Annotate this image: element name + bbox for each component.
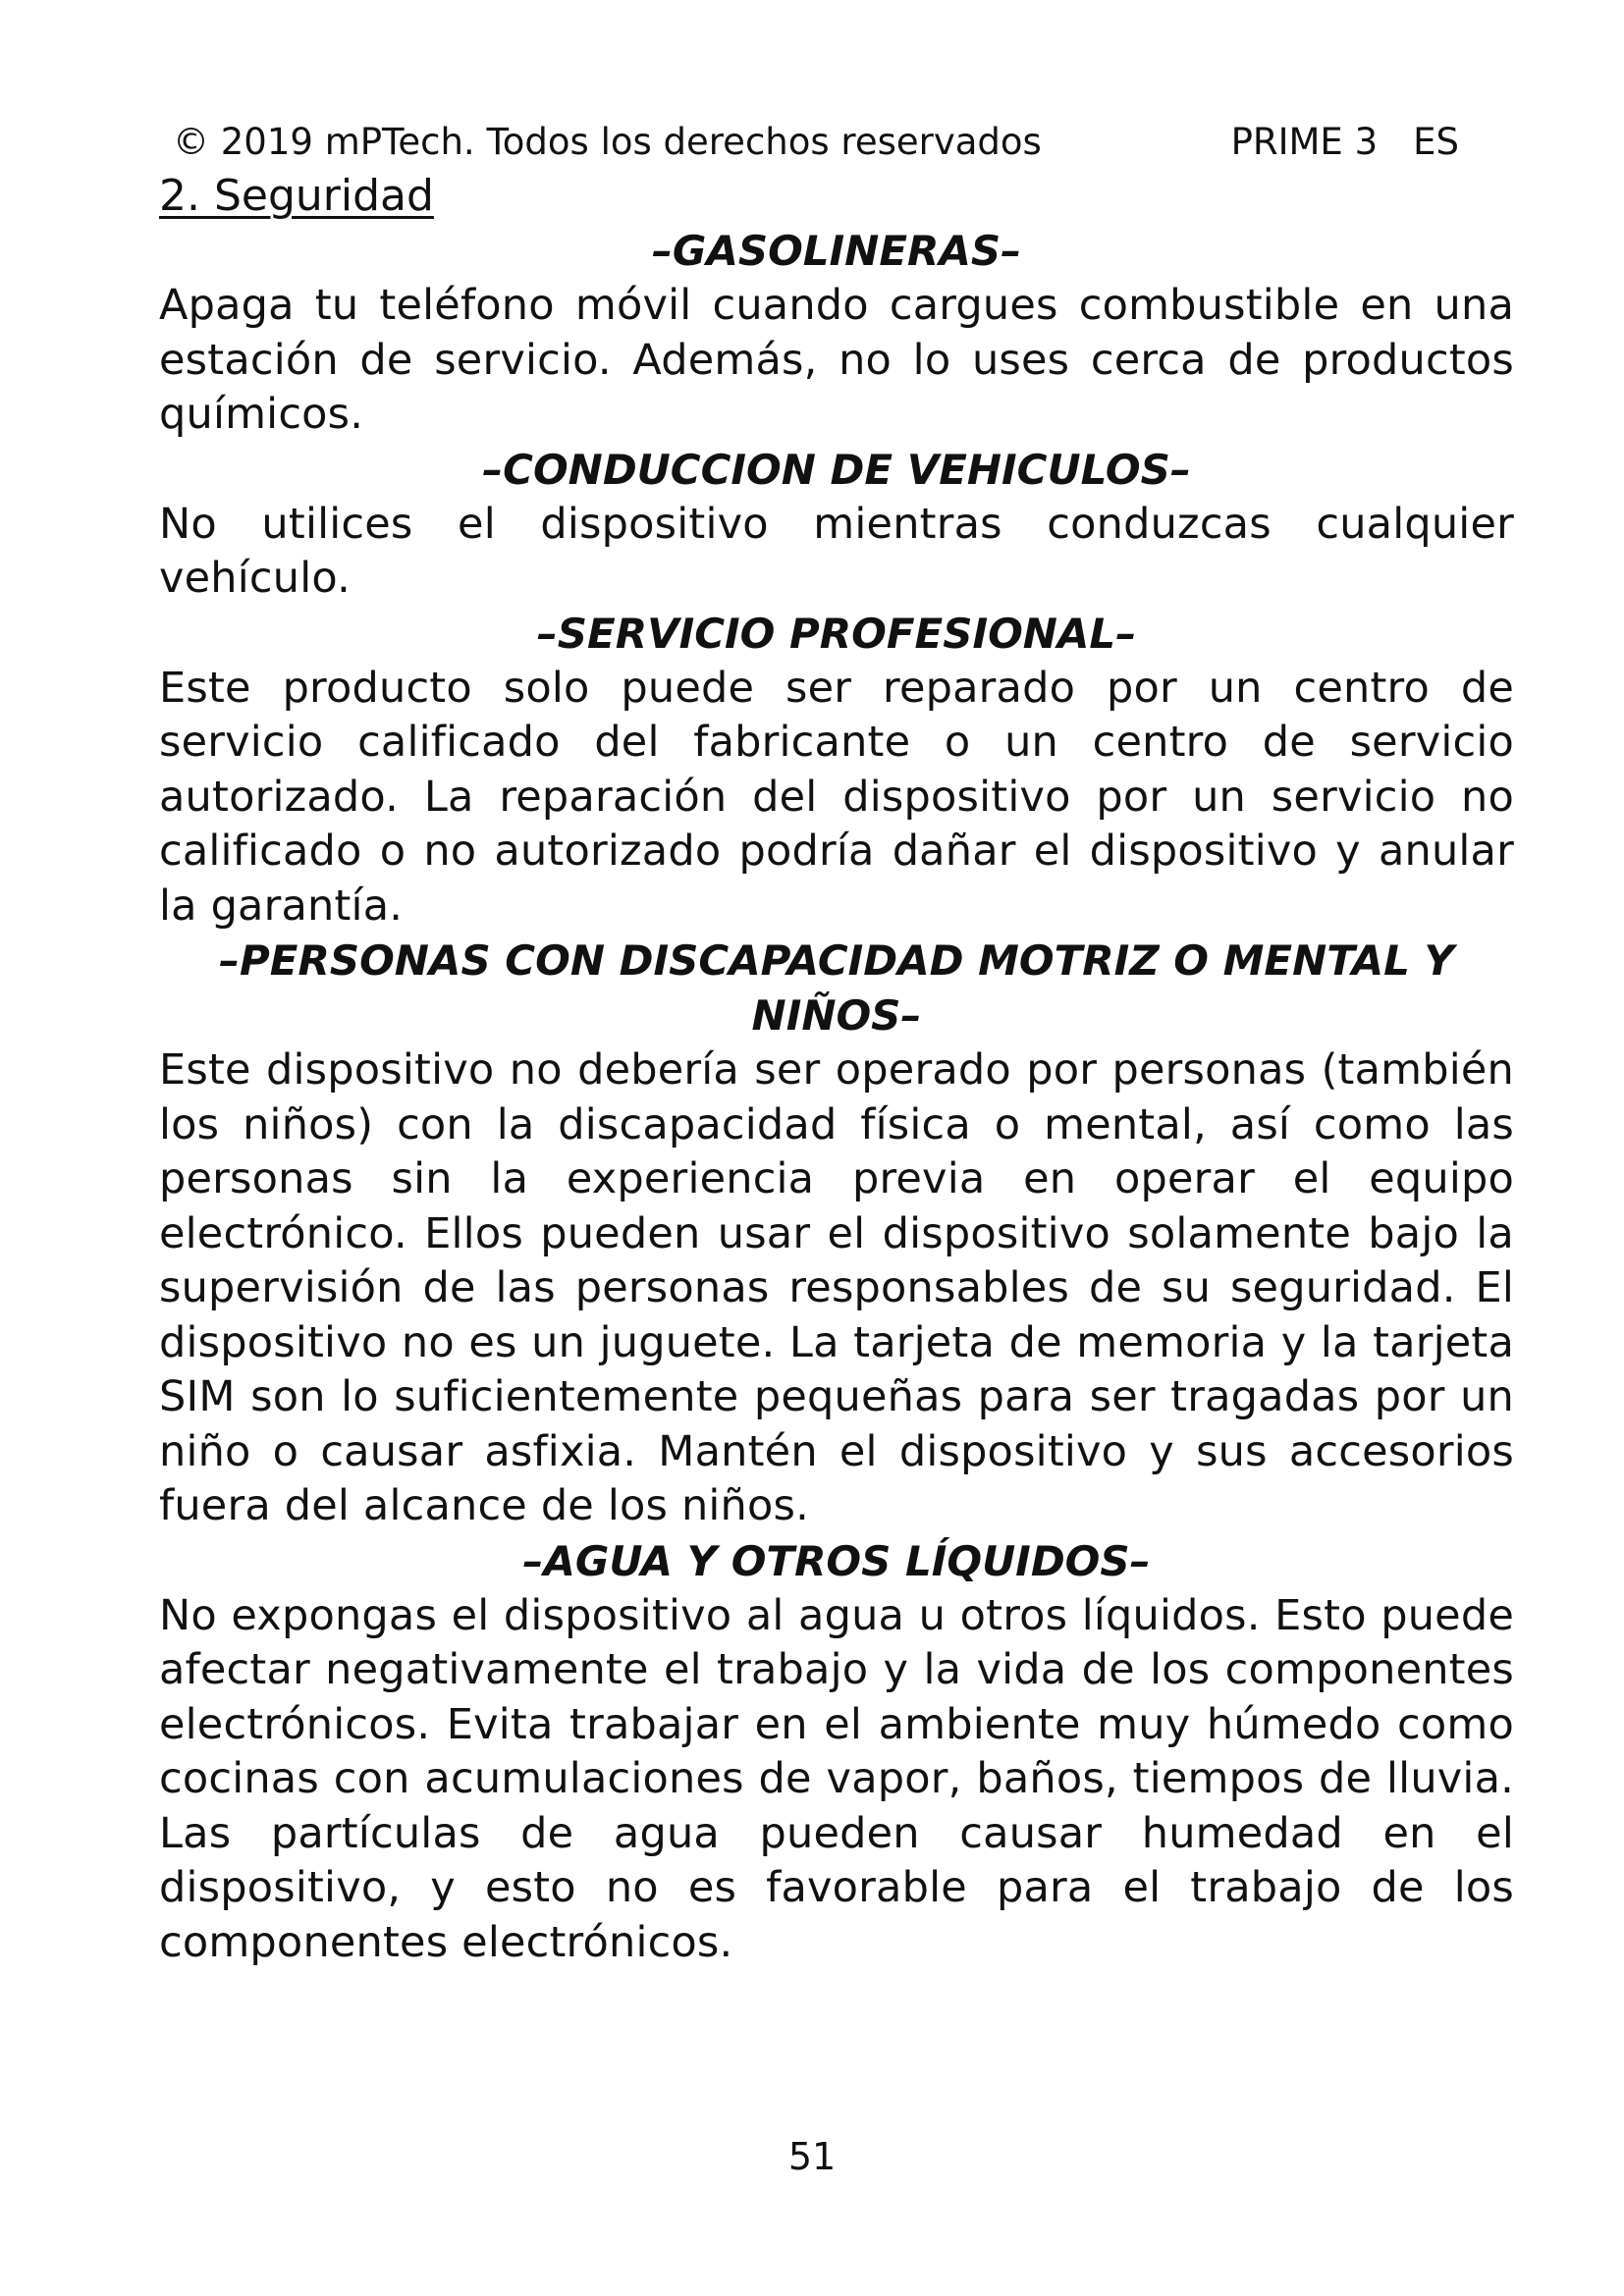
paragraph-gasolineras: Apaga tu teléfono móvil cuando cargues combustible en una estación de servicio. Además, no lo uses cerca de productos químicos. <box>159 281 1514 439</box>
section-title-text: 2. Seguridad <box>159 171 434 221</box>
language-code: ES <box>1413 121 1459 163</box>
page-number: 51 <box>787 2135 837 2178</box>
subheading-personas: –PERSONAS CON DISCAPACIDAD MOTRIZ O MENTAL Y NIÑOS– <box>219 936 1454 1040</box>
paragraph-agua: No expongas el dispositivo al agua u otros líquidos. Esto puede afectar negativamente el trabajo y la vida de los componentes electrónicos. Evita trabajar en el ambiente muy húmedo como cocinas con acumulaciones de vapor, baños, tiempos de lluvia. Las partículas de agua pueden causar humedad en el dispositivo, y esto no es favorable para el trabajo de los componentes electrónicos. <box>159 1590 1514 1967</box>
subheading-servicio: –SERVICIO PROFESIONAL– <box>536 609 1137 658</box>
model-name: PRIME 3 <box>1230 121 1379 163</box>
copyright-notice <box>173 118 1042 167</box>
subheading-agua: –AGUA Y OTROS LÍQUIDOS– <box>522 1536 1151 1585</box>
section-title <box>159 169 1514 224</box>
copyright-symbol: © <box>173 121 209 163</box>
copyright-year: 2019 <box>220 121 313 163</box>
paragraph-conduccion: No utilices el dispositivo mientras conduzcas cualquier vehículo. <box>159 499 1514 603</box>
paragraph-personas: Este dispositivo no debería ser operado por personas (también los niños) con la discapacidad física o mental, así como las personas sin la experiencia previa en operar el equipo electrónico. Ellos pueden usar el dispositivo solamente bajo la supervisión de las personas responsables de su seguridad. El dispositivo no es un juguete. La tarjeta de memoria y la tarjeta SIM son lo suficientemente pequeñas para ser tragadas por un niño o causar asfixia. Mantén el dispositivo y sus accesorios fuera del alcance de los niños. <box>159 1045 1514 1530</box>
brand-name: mPTech. <box>324 121 475 163</box>
subheading-gasolineras: –GASOLINERAS– <box>651 227 1022 275</box>
rights-text: Todos los derechos reservados <box>486 121 1042 163</box>
page-content <box>159 169 1514 1970</box>
page-header <box>173 118 1459 167</box>
subheading-conduccion: –CONDUCCION DE VEHICULOS– <box>482 445 1191 494</box>
model-info <box>1231 118 1459 167</box>
paragraph-servicio: Este producto solo puede ser reparado por un centro de servicio calificado del fabricante o un centro de servicio autorizado. La reparación del dispositivo por un servicio no calificado o no autorizado podría dañar el dispositivo y anular la garantía. <box>159 663 1514 931</box>
